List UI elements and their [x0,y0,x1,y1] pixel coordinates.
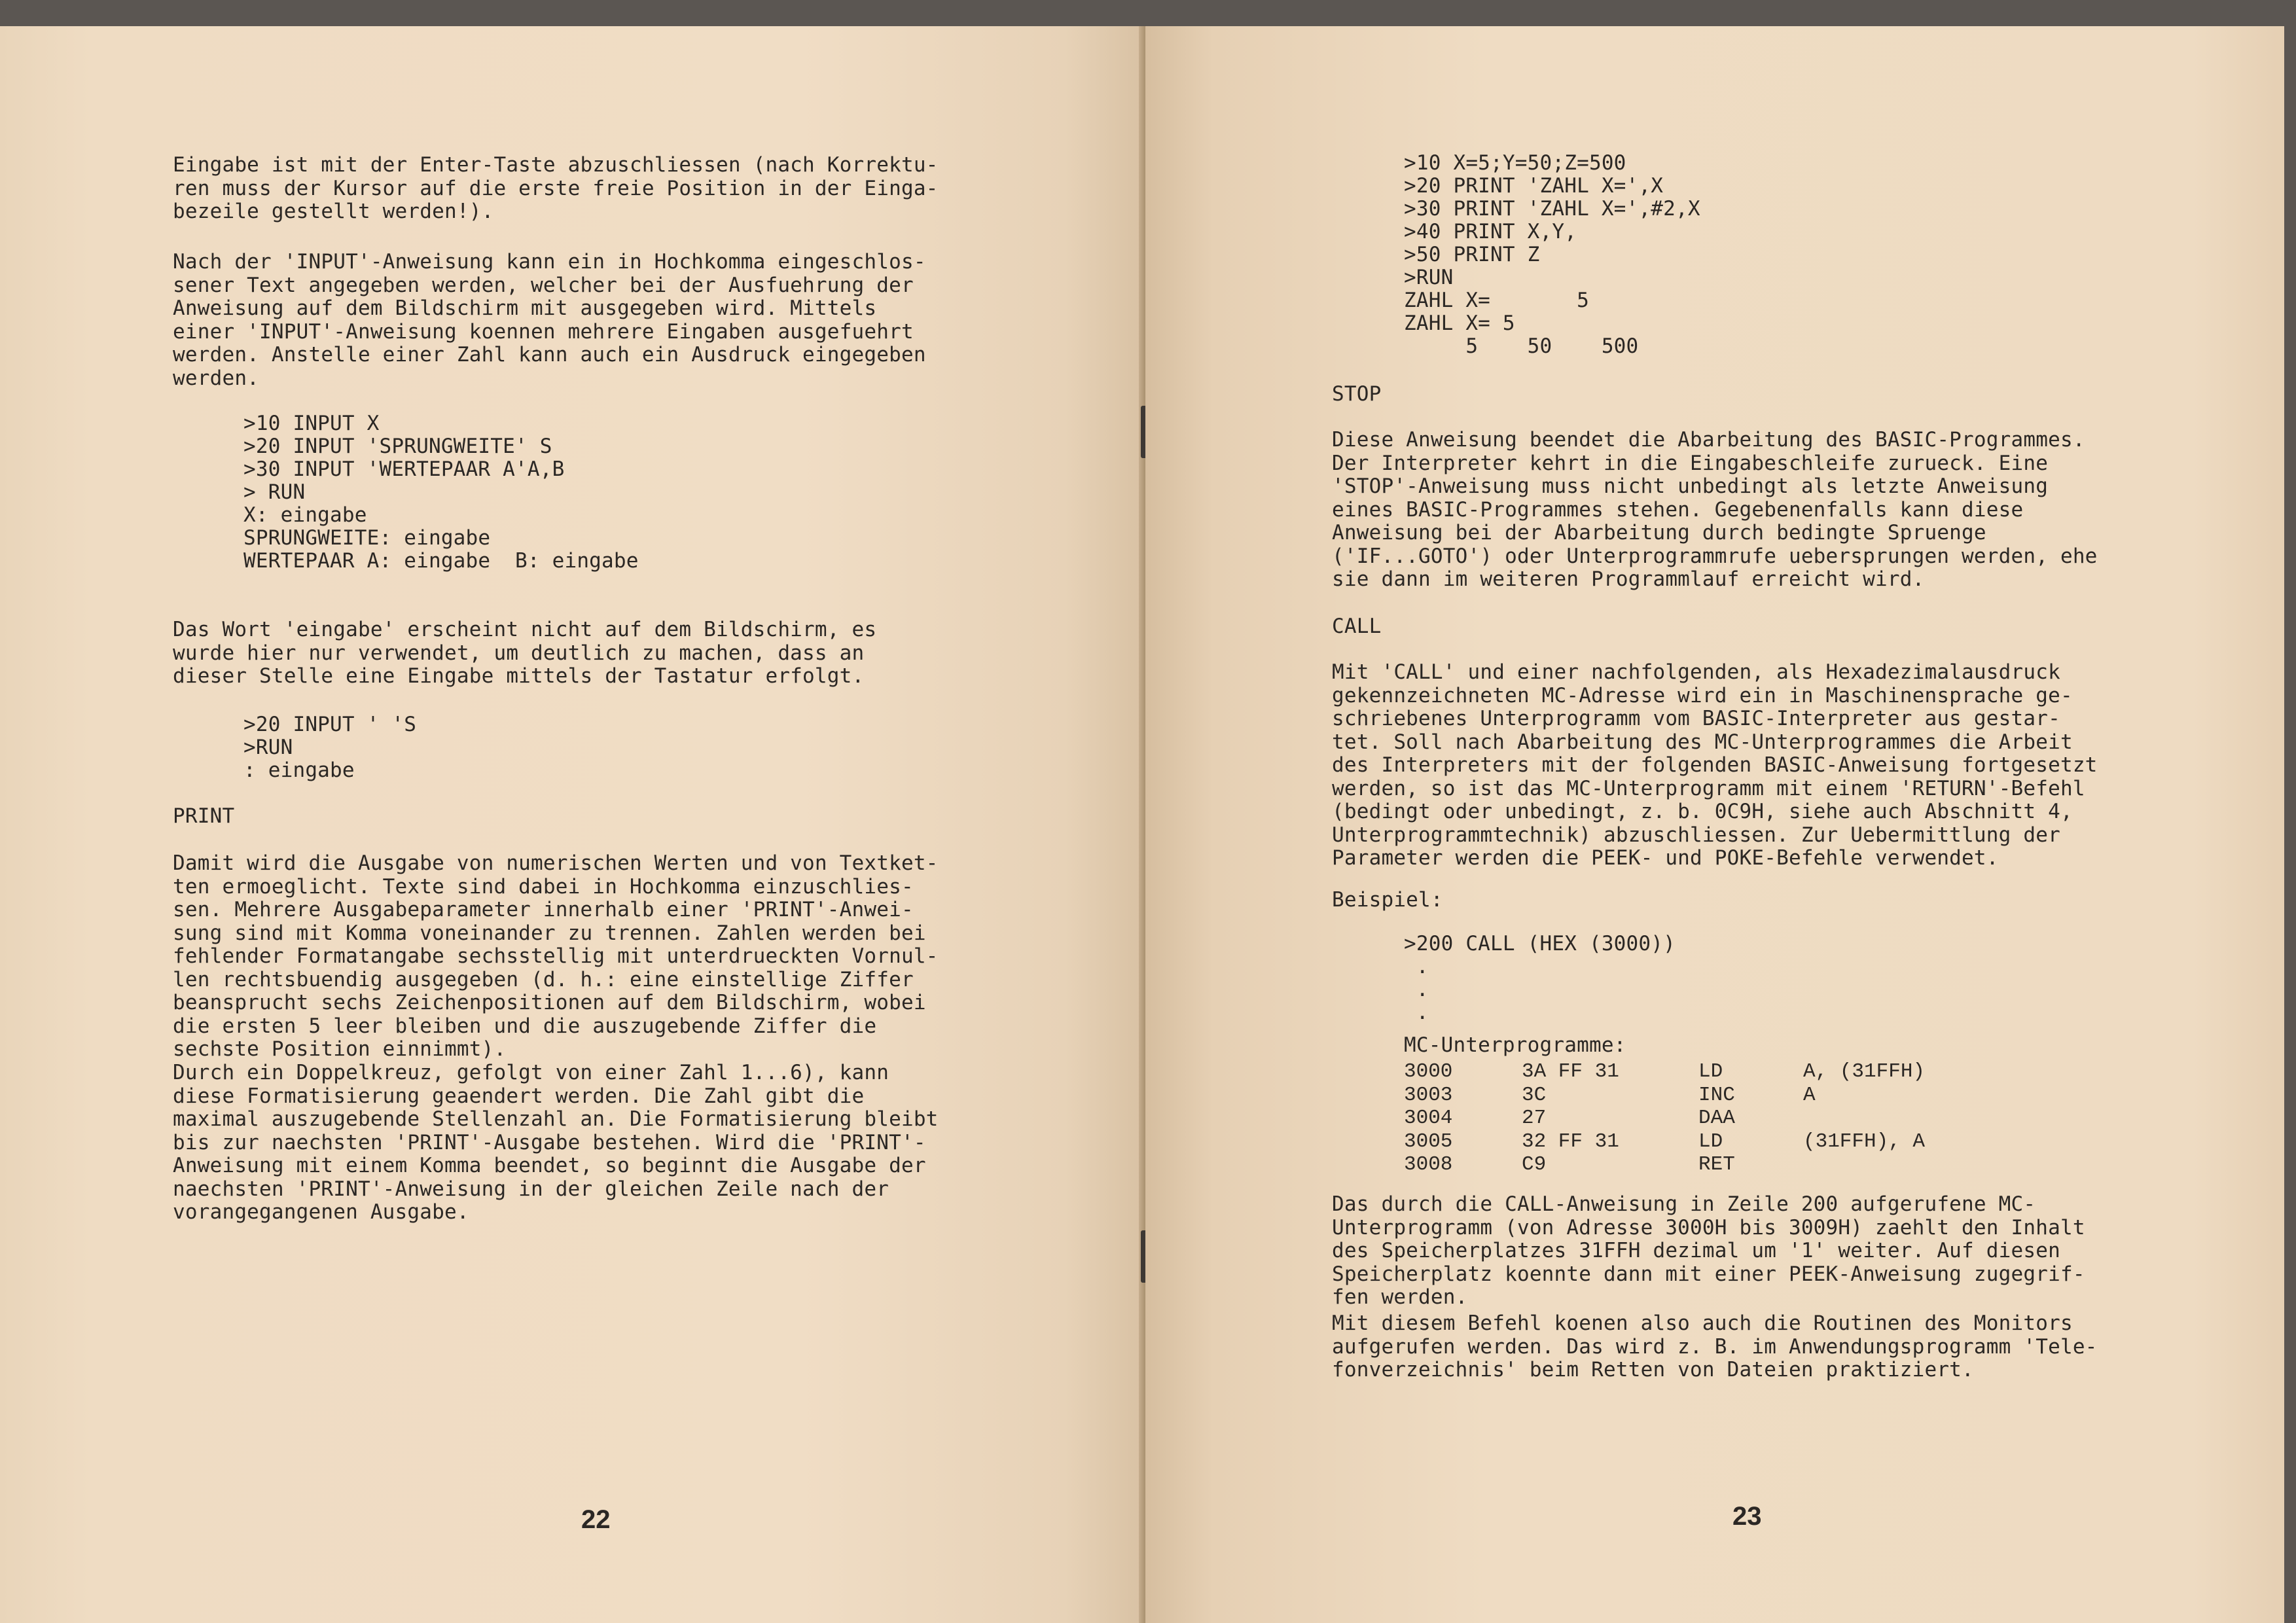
paragraph-print-format: Durch ein Doppelkreuz, gefolgt von einer Zahl 1...6), kann diese Formatisierung geaendert werden. Die Zahl gibt die maximal auszugebende Stellenzahl an. Die Formatisierung bleibt bis zur naechsten 'PRINT'-Ausgabe bestehen. Wird die 'PRINT'- Anweisung mit einem Komma beendet, so beginnt die Ausgabe der naechsten 'PRINT'-Anweisung in der gleichen Zeile nach der vorangegangenen Ausgabe. [173,1061,939,1224]
mc-cell-bytes: 32 FF 31 [1522,1130,1619,1153]
mc-cell-op: RET [1698,1153,1735,1176]
page-number-22: 22 [581,1505,611,1534]
paragraph-call-description: Mit 'CALL' und einer nachfolgenden, als Hexadezimalausdruck gekennzeichneten MC-Adresse wird ein in Maschinensprache ge- schriebenes Unterprogramm vom BASIC-Interpreter aus gestar- tet. Soll nach Abarbeitung des MC-Unterprogrammes die Arbeit des Interpreters mit der folgenden BASIC-Anweisung fortgesetzt werden, so ist das MC-Unterprogramm mit einem 'RETURN'-Befehl (bedingt oder unbedingt, z. b. 0C9H, siehe auch Abschnitt 4, Unterprogrammtechnik) abzuschliessen. Zur Uebermittlung der Parameter werden die PEEK- und POKE-Befehle verwendet. [1332,660,2098,870]
mc-cell-bytes: C9 [1522,1153,1547,1176]
mc-cell-args: A [1803,1083,1816,1107]
mc-cell-addr: 3005 [1404,1130,1453,1153]
mc-cell-op: LD [1698,1130,1723,1153]
mc-routines-label: MC-Unterprogramme: [1404,1033,1626,1057]
mc-cell-addr: 3004 [1404,1107,1453,1130]
mc-table-row [1145,1060,2062,1083]
mc-cell-op: DAA [1698,1107,1735,1130]
mc-cell-bytes: 3A FF 31 [1522,1060,1619,1083]
mc-cell-op: INC [1698,1083,1735,1107]
paragraph-call-explanation: Das durch die CALL-Anweisung in Zeile 200 aufgerufene MC- Unterprogramm (von Adresse 3000H bis 3009H) zaehlt den Inhalt des Speicherplatzes 31FFH dezimal um '1' weiter. Auf diesen Speicherplatz koennte dann mit einer PEEK-Anweisung zugegrif- fen werden. [1332,1192,2085,1309]
heading-stop: STOP [1332,382,1382,406]
heading-print: PRINT [173,804,235,828]
paragraph-print-description: Damit wird die Ausgabe von numerischen Werten und von Textket- ten ermoeglicht. Texte sind dabei in Hochkomma einzuschlies- sen. Mehrere Ausgabeparameter innerhalb einer 'PRINT'-Anwei- sung sind mit Komma voneinander zu trennen. Zahlen werden bei fehlender Formatangabe sechsstellig mit unterdrueckten Vornul- len rechtsbuendig ausgegeben (d. h.: eine einstellige Ziffer beansprucht sechs Zeichenpositionen auf dem Bildschirm, wobei die ersten 5 leer bleiben und die auszugebende Ziffer die sechste Position einnimmt). [173,851,939,1061]
code-print-example: >10 X=5;Y=50;Z=500 >20 PRINT 'ZAHL X=',X >30 PRINT 'ZAHL X=',#2,X >40 PRINT X,Y, >50 PRINT Z >RUN ZAHL X= 5 ZAHL X= 5 5 50 500 [1404,151,1700,358]
paragraph-eingabe-word: Das Wort 'eingabe' erscheint nicht auf dem Bildschirm, es wurde hier nur verwendet, um deutlich zu machen, dass an dieser Stelle eine Eingabe mittels der Tastatur erfolgt. [173,618,877,688]
code-input-empty: >20 INPUT ' 'S >RUN : eingabe [243,713,417,782]
mc-table-row [1145,1153,2062,1176]
page-number-23: 23 [1732,1502,1762,1531]
mc-cell-addr: 3003 [1404,1083,1453,1107]
mc-cell-addr: 3008 [1404,1153,1453,1176]
left-page [0,26,1145,1623]
mc-cell-args: A, (31FFH) [1803,1060,1926,1083]
paragraph-monitor-routines: Mit diesem Befehl koenen also auch die Routinen des Monitors aufgerufen werden. Das wird z. B. im Anwendungsprogramm 'Tele- fonverzeichnis' beim Retten von Dateien praktiziert. [1332,1311,2098,1382]
mc-table-row [1145,1107,2062,1130]
example-label: Beispiel: [1332,888,1443,912]
paragraph-stop-description: Diese Anweisung beendet die Abarbeitung des BASIC-Programmes. Der Interpreter kehrt in die Eingabeschleife zurueck. Eine 'STOP'-Anweisung muss nicht unbedingt als letzte Anweisung eines BASIC-Programmes stehen. Gegebenenfalls kann diese Anweisung bei der Abarbeitung durch bedingte Spruenge ('IF...GOTO') oder Unterprogrammrufe uebersprungen werden, ehe sie dann im weiteren Programmlauf erreicht wird. [1332,428,2098,591]
mc-cell-bytes: 3C [1522,1083,1547,1107]
heading-call: CALL [1332,615,1382,638]
mc-table-row [1145,1130,2062,1153]
mc-cell-op: LD [1698,1060,1723,1083]
right-page [1145,26,2284,1623]
code-input-example: >10 INPUT X >20 INPUT 'SPRUNGWEITE' S >30 INPUT 'WERTEPAAR A'A,B > RUN X: eingabe SPRUNGWEITE: eingabe WERTEPAAR A: eingabe B: eingabe [243,412,639,573]
paragraph-input-text: Nach der 'INPUT'-Anweisung kann ein in Hochkomma eingeschlos- sener Text angegeben werden, welcher bei der Ausfuehrung der Anweisung auf dem Bildschirm mit ausgegeben wird. Mittels einer 'INPUT'-Anweisung koennen mehrere Eingaben ausgefuehrt werden. Anstelle einer Zahl kann auch ein Ausdruck eingegeben werden. [173,250,926,390]
mc-cell-args: (31FFH), A [1803,1130,1926,1153]
mc-cell-bytes: 27 [1522,1107,1547,1130]
paragraph-enter-key: Eingabe ist mit der Enter-Taste abzuschliessen (nach Korrektu- ren muss der Kursor auf die erste freie Position in der Einga- bezeile gestellt werden!). [173,153,939,223]
mc-table-row [1145,1084,2062,1107]
code-call-example: >200 CALL (HEX (3000)) . . . [1404,932,1676,1024]
mc-cell-addr: 3000 [1404,1060,1453,1083]
